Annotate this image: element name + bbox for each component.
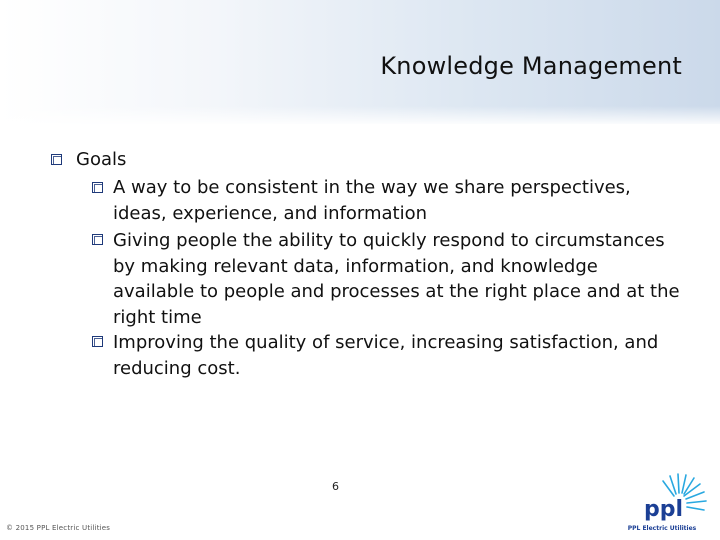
goals-heading: Goals <box>76 149 127 170</box>
slide-title: Knowledge Management <box>380 52 682 80</box>
ppl-logo <box>612 472 712 534</box>
svg-text:ppl: ppl <box>644 497 684 522</box>
goal-item-3: Improving the quality of service, increasing satisfaction, and reducing cost. <box>113 332 659 379</box>
square-bullet-icon <box>92 182 103 193</box>
footer-copyright: © 2015 PPL Electric Utilities <box>6 524 111 532</box>
goal-item-2: Giving people the ability to quickly respond to circumstances by making relevant data, information, and knowledge available to people and processes at the right place and at the right time <box>113 230 680 328</box>
goal-item-1: A way to be consistent in the way we share perspectives, ideas, experience, and information <box>113 177 631 224</box>
logo-caption: PPL Electric Utilities <box>627 525 697 532</box>
ppl-burst-icon <box>612 472 712 526</box>
page-number: 6 <box>332 480 339 493</box>
square-bullet-icon <box>92 336 103 347</box>
square-bullet-icon <box>92 234 103 245</box>
square-bullet-icon <box>51 154 62 165</box>
